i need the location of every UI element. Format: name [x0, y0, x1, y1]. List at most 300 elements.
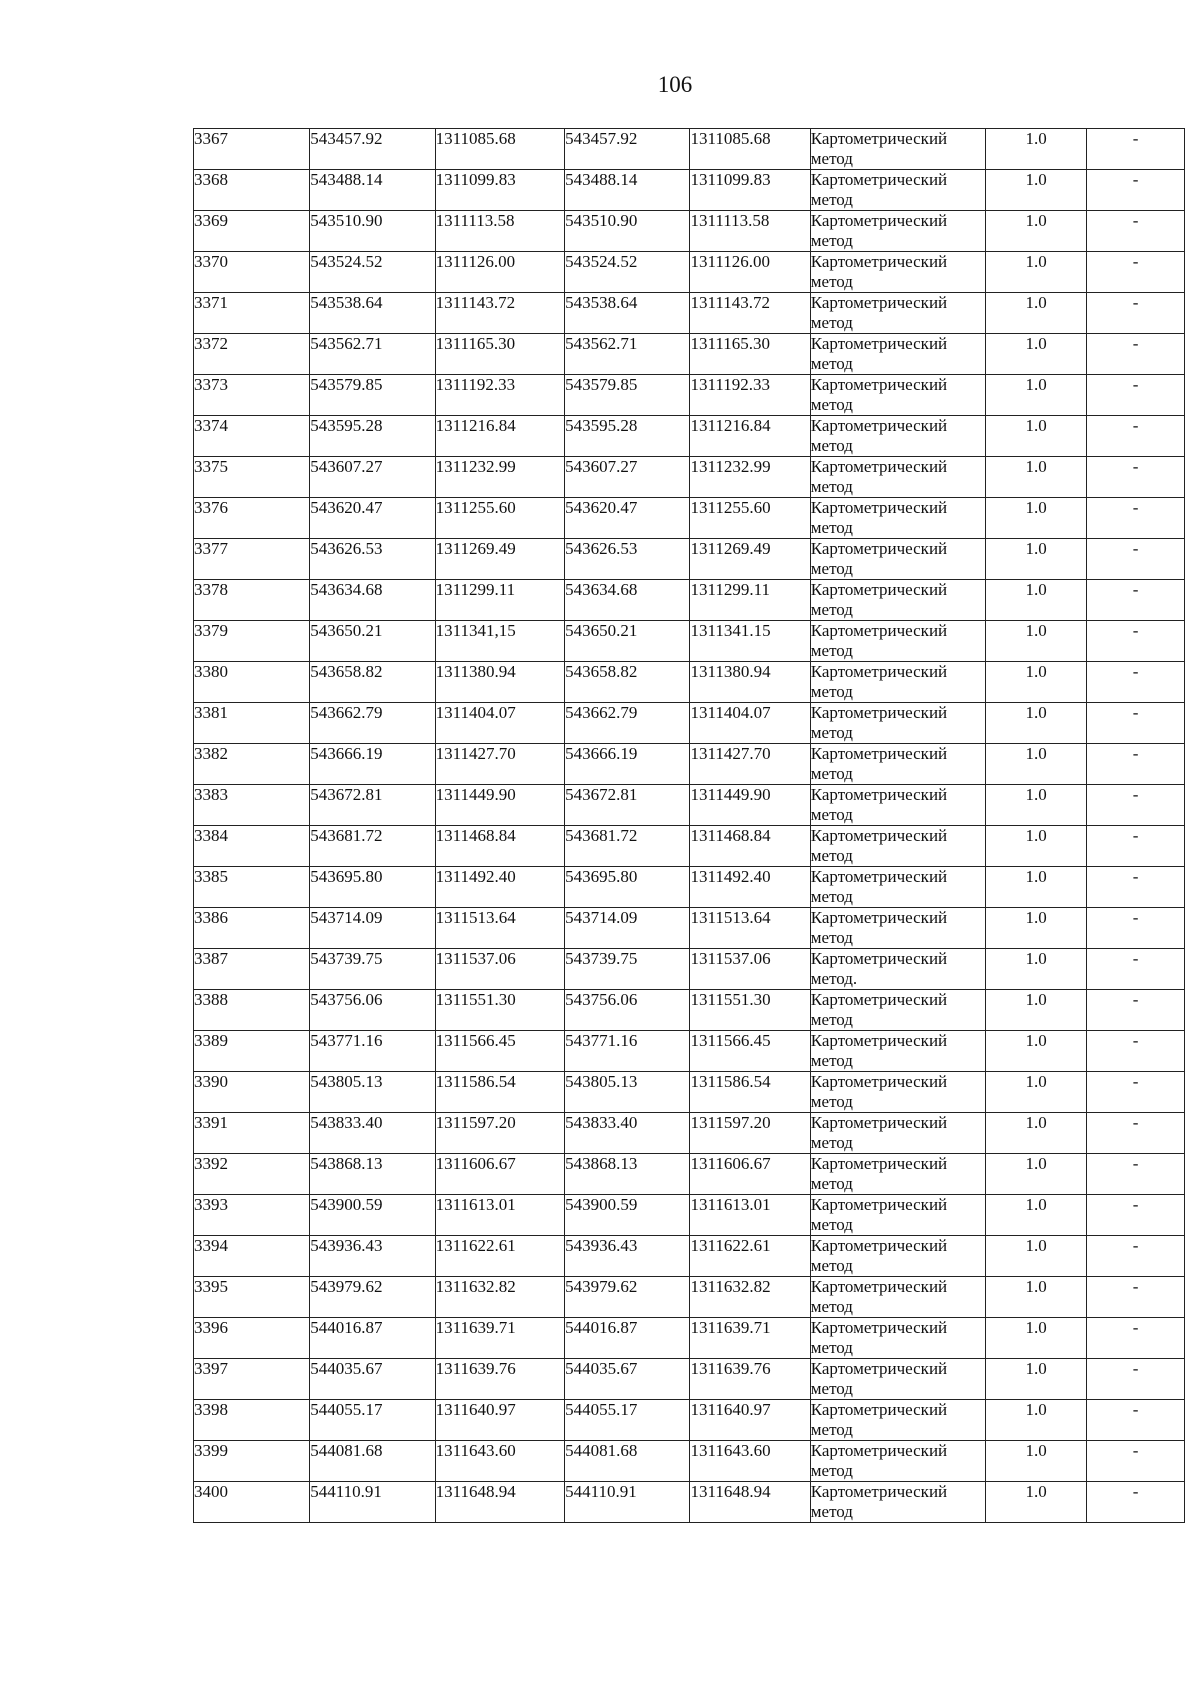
y-coordinate-cell: 1311586.54 [435, 1072, 564, 1113]
table-row [194, 170, 1185, 211]
point-number-cell: 3383 [194, 785, 310, 826]
y-coordinate-new-cell: 1311269.49 [690, 539, 810, 580]
x-coordinate-cell: 543739.75 [310, 949, 435, 990]
accuracy-cell: 1.0 [986, 252, 1087, 293]
point-number-cell: 3382 [194, 744, 310, 785]
table-row [194, 949, 1185, 990]
point-number-cell: 3398 [194, 1400, 310, 1441]
y-coordinate-cell: 1311492.40 [435, 867, 564, 908]
x-coordinate-new-cell: 543650.21 [565, 621, 690, 662]
accuracy-cell: 1.0 [986, 1277, 1087, 1318]
note-cell: - [1087, 1236, 1185, 1277]
accuracy-cell: 1.0 [986, 1400, 1087, 1441]
note-cell: - [1087, 375, 1185, 416]
point-number-cell: 3367 [194, 129, 310, 170]
note-cell: - [1087, 170, 1185, 211]
x-coordinate-new-cell: 544055.17 [565, 1400, 690, 1441]
x-coordinate-cell: 544035.67 [310, 1359, 435, 1400]
accuracy-cell: 1.0 [986, 1154, 1087, 1195]
point-number-cell: 3381 [194, 703, 310, 744]
accuracy-cell: 1.0 [986, 908, 1087, 949]
accuracy-cell: 1.0 [986, 744, 1087, 785]
x-coordinate-new-cell: 543510.90 [565, 211, 690, 252]
note-cell: - [1087, 826, 1185, 867]
x-coordinate-new-cell: 543833.40 [565, 1113, 690, 1154]
table-row [194, 293, 1185, 334]
accuracy-cell: 1.0 [986, 1113, 1087, 1154]
method-cell: Картометрический метод [810, 375, 985, 416]
y-coordinate-cell: 1311165.30 [435, 334, 564, 375]
y-coordinate-new-cell: 1311640.97 [690, 1400, 810, 1441]
y-coordinate-cell: 1311551.30 [435, 990, 564, 1031]
x-coordinate-new-cell: 543607.27 [565, 457, 690, 498]
accuracy-cell: 1.0 [986, 334, 1087, 375]
accuracy-cell: 1.0 [986, 580, 1087, 621]
point-number-cell: 3374 [194, 416, 310, 457]
table-row [194, 826, 1185, 867]
point-number-cell: 3375 [194, 457, 310, 498]
y-coordinate-cell: 1311566.45 [435, 1031, 564, 1072]
y-coordinate-new-cell: 1311632.82 [690, 1277, 810, 1318]
x-coordinate-cell: 543936.43 [310, 1236, 435, 1277]
point-number-cell: 3372 [194, 334, 310, 375]
note-cell: - [1087, 1359, 1185, 1400]
point-number-cell: 3387 [194, 949, 310, 990]
y-coordinate-new-cell: 1311492.40 [690, 867, 810, 908]
x-coordinate-new-cell: 543805.13 [565, 1072, 690, 1113]
coordinates-table [193, 128, 1185, 1523]
table-row [194, 1482, 1185, 1523]
accuracy-cell: 1.0 [986, 1482, 1087, 1523]
accuracy-cell: 1.0 [986, 826, 1087, 867]
method-cell: Картометрический метод [810, 1277, 985, 1318]
x-coordinate-new-cell: 543672.81 [565, 785, 690, 826]
y-coordinate-cell: 1311639.71 [435, 1318, 564, 1359]
coordinates-table-body [194, 129, 1185, 1523]
y-coordinate-cell: 1311099.83 [435, 170, 564, 211]
table-row [194, 1441, 1185, 1482]
x-coordinate-new-cell: 543620.47 [565, 498, 690, 539]
y-coordinate-cell: 1311449.90 [435, 785, 564, 826]
method-cell: Картометрический метод [810, 334, 985, 375]
method-cell: Картометрический метод [810, 1113, 985, 1154]
x-coordinate-cell: 543579.85 [310, 375, 435, 416]
method-cell: Картометрический метод [810, 867, 985, 908]
accuracy-cell: 1.0 [986, 949, 1087, 990]
y-coordinate-cell: 1311606.67 [435, 1154, 564, 1195]
y-coordinate-cell: 1311404.07 [435, 703, 564, 744]
method-cell: Картометрический метод [810, 498, 985, 539]
y-coordinate-new-cell: 1311232.99 [690, 457, 810, 498]
y-coordinate-new-cell: 1311551.30 [690, 990, 810, 1031]
x-coordinate-new-cell: 543562.71 [565, 334, 690, 375]
x-coordinate-cell: 543524.52 [310, 252, 435, 293]
x-coordinate-new-cell: 543658.82 [565, 662, 690, 703]
method-cell: Картометрический метод [810, 1072, 985, 1113]
y-coordinate-new-cell: 1311099.83 [690, 170, 810, 211]
point-number-cell: 3388 [194, 990, 310, 1031]
accuracy-cell: 1.0 [986, 990, 1087, 1031]
point-number-cell: 3399 [194, 1441, 310, 1482]
x-coordinate-cell: 543672.81 [310, 785, 435, 826]
x-coordinate-new-cell: 543662.79 [565, 703, 690, 744]
y-coordinate-new-cell: 1311404.07 [690, 703, 810, 744]
x-coordinate-new-cell: 543666.19 [565, 744, 690, 785]
table-row [194, 1359, 1185, 1400]
y-coordinate-cell: 1311341,15 [435, 621, 564, 662]
x-coordinate-cell: 544055.17 [310, 1400, 435, 1441]
table-row [194, 703, 1185, 744]
accuracy-cell: 1.0 [986, 1441, 1087, 1482]
x-coordinate-new-cell: 544110.91 [565, 1482, 690, 1523]
x-coordinate-cell: 543607.27 [310, 457, 435, 498]
note-cell: - [1087, 867, 1185, 908]
note-cell: - [1087, 498, 1185, 539]
point-number-cell: 3369 [194, 211, 310, 252]
y-coordinate-new-cell: 1311597.20 [690, 1113, 810, 1154]
table-row [194, 252, 1185, 293]
point-number-cell: 3368 [194, 170, 310, 211]
point-number-cell: 3386 [194, 908, 310, 949]
accuracy-cell: 1.0 [986, 170, 1087, 211]
table-row [194, 621, 1185, 662]
point-number-cell: 3384 [194, 826, 310, 867]
y-coordinate-new-cell: 1311143.72 [690, 293, 810, 334]
note-cell: - [1087, 1031, 1185, 1072]
y-coordinate-new-cell: 1311468.84 [690, 826, 810, 867]
point-number-cell: 3373 [194, 375, 310, 416]
note-cell: - [1087, 580, 1185, 621]
y-coordinate-new-cell: 1311341.15 [690, 621, 810, 662]
y-coordinate-cell: 1311269.49 [435, 539, 564, 580]
y-coordinate-new-cell: 1311165.30 [690, 334, 810, 375]
table-row [194, 908, 1185, 949]
x-coordinate-new-cell: 543868.13 [565, 1154, 690, 1195]
table-row [194, 1154, 1185, 1195]
x-coordinate-new-cell: 544016.87 [565, 1318, 690, 1359]
x-coordinate-new-cell: 543488.14 [565, 170, 690, 211]
y-coordinate-cell: 1311085.68 [435, 129, 564, 170]
note-cell: - [1087, 416, 1185, 457]
method-cell: Картометрический метод [810, 621, 985, 662]
y-coordinate-cell: 1311613.01 [435, 1195, 564, 1236]
note-cell: - [1087, 1441, 1185, 1482]
x-coordinate-cell: 543714.09 [310, 908, 435, 949]
note-cell: - [1087, 334, 1185, 375]
method-cell: Картометрический метод [810, 211, 985, 252]
y-coordinate-new-cell: 1311639.76 [690, 1359, 810, 1400]
accuracy-cell: 1.0 [986, 1195, 1087, 1236]
method-cell: Картометрический метод [810, 826, 985, 867]
table-row [194, 1318, 1185, 1359]
accuracy-cell: 1.0 [986, 457, 1087, 498]
x-coordinate-cell: 543833.40 [310, 1113, 435, 1154]
point-number-cell: 3392 [194, 1154, 310, 1195]
x-coordinate-new-cell: 544081.68 [565, 1441, 690, 1482]
method-cell: Картометрический метод [810, 170, 985, 211]
point-number-cell: 3385 [194, 867, 310, 908]
x-coordinate-new-cell: 543634.68 [565, 580, 690, 621]
x-coordinate-new-cell: 543739.75 [565, 949, 690, 990]
x-coordinate-new-cell: 543979.62 [565, 1277, 690, 1318]
table-row [194, 867, 1185, 908]
y-coordinate-cell: 1311380.94 [435, 662, 564, 703]
note-cell: - [1087, 785, 1185, 826]
table-row [194, 580, 1185, 621]
x-coordinate-cell: 544110.91 [310, 1482, 435, 1523]
y-coordinate-cell: 1311427.70 [435, 744, 564, 785]
y-coordinate-new-cell: 1311606.67 [690, 1154, 810, 1195]
y-coordinate-cell: 1311143.72 [435, 293, 564, 334]
x-coordinate-cell: 543695.80 [310, 867, 435, 908]
accuracy-cell: 1.0 [986, 1236, 1087, 1277]
x-coordinate-cell: 543805.13 [310, 1072, 435, 1113]
y-coordinate-cell: 1311299.11 [435, 580, 564, 621]
point-number-cell: 3380 [194, 662, 310, 703]
note-cell: - [1087, 703, 1185, 744]
point-number-cell: 3371 [194, 293, 310, 334]
x-coordinate-new-cell: 543714.09 [565, 908, 690, 949]
accuracy-cell: 1.0 [986, 498, 1087, 539]
note-cell: - [1087, 1195, 1185, 1236]
y-coordinate-new-cell: 1311648.94 [690, 1482, 810, 1523]
note-cell: - [1087, 457, 1185, 498]
note-cell: - [1087, 1318, 1185, 1359]
x-coordinate-cell: 543900.59 [310, 1195, 435, 1236]
point-number-cell: 3400 [194, 1482, 310, 1523]
accuracy-cell: 1.0 [986, 539, 1087, 580]
y-coordinate-new-cell: 1311566.45 [690, 1031, 810, 1072]
note-cell: - [1087, 1072, 1185, 1113]
x-coordinate-cell: 543658.82 [310, 662, 435, 703]
accuracy-cell: 1.0 [986, 1318, 1087, 1359]
table-row [194, 457, 1185, 498]
y-coordinate-new-cell: 1311113.58 [690, 211, 810, 252]
y-coordinate-cell: 1311513.64 [435, 908, 564, 949]
y-coordinate-cell: 1311643.60 [435, 1441, 564, 1482]
table-row [194, 334, 1185, 375]
y-coordinate-cell: 1311632.82 [435, 1277, 564, 1318]
point-number-cell: 3378 [194, 580, 310, 621]
y-coordinate-new-cell: 1311299.11 [690, 580, 810, 621]
y-coordinate-cell: 1311639.76 [435, 1359, 564, 1400]
y-coordinate-new-cell: 1311085.68 [690, 129, 810, 170]
x-coordinate-cell: 543488.14 [310, 170, 435, 211]
point-number-cell: 3370 [194, 252, 310, 293]
y-coordinate-new-cell: 1311126.00 [690, 252, 810, 293]
x-coordinate-cell: 543538.64 [310, 293, 435, 334]
y-coordinate-new-cell: 1311643.60 [690, 1441, 810, 1482]
y-coordinate-new-cell: 1311427.70 [690, 744, 810, 785]
x-coordinate-new-cell: 543595.28 [565, 416, 690, 457]
note-cell: - [1087, 1154, 1185, 1195]
x-coordinate-cell: 543868.13 [310, 1154, 435, 1195]
accuracy-cell: 1.0 [986, 867, 1087, 908]
y-coordinate-cell: 1311126.00 [435, 252, 564, 293]
note-cell: - [1087, 539, 1185, 580]
method-cell: Картометрический метод [810, 990, 985, 1031]
table-row [194, 990, 1185, 1031]
note-cell: - [1087, 1400, 1185, 1441]
x-coordinate-cell: 543681.72 [310, 826, 435, 867]
table-row [194, 498, 1185, 539]
x-coordinate-new-cell: 543457.92 [565, 129, 690, 170]
table-row [194, 1236, 1185, 1277]
y-coordinate-cell: 1311113.58 [435, 211, 564, 252]
x-coordinate-cell: 543634.68 [310, 580, 435, 621]
note-cell: - [1087, 990, 1185, 1031]
note-cell: - [1087, 662, 1185, 703]
table-row [194, 539, 1185, 580]
x-coordinate-cell: 543562.71 [310, 334, 435, 375]
x-coordinate-cell: 543771.16 [310, 1031, 435, 1072]
x-coordinate-cell: 543457.92 [310, 129, 435, 170]
note-cell: - [1087, 744, 1185, 785]
note-cell: - [1087, 252, 1185, 293]
method-cell: Картометрический метод [810, 1195, 985, 1236]
method-cell: Картометрический метод [810, 252, 985, 293]
x-coordinate-new-cell: 543626.53 [565, 539, 690, 580]
y-coordinate-cell: 1311622.61 [435, 1236, 564, 1277]
accuracy-cell: 1.0 [986, 416, 1087, 457]
x-coordinate-cell: 543979.62 [310, 1277, 435, 1318]
accuracy-cell: 1.0 [986, 662, 1087, 703]
x-coordinate-new-cell: 543771.16 [565, 1031, 690, 1072]
point-number-cell: 3391 [194, 1113, 310, 1154]
x-coordinate-cell: 543510.90 [310, 211, 435, 252]
y-coordinate-cell: 1311597.20 [435, 1113, 564, 1154]
method-cell: Картометрический метод [810, 1236, 985, 1277]
table-row [194, 129, 1185, 170]
point-number-cell: 3389 [194, 1031, 310, 1072]
x-coordinate-new-cell: 543579.85 [565, 375, 690, 416]
x-coordinate-cell: 544016.87 [310, 1318, 435, 1359]
accuracy-cell: 1.0 [986, 129, 1087, 170]
y-coordinate-new-cell: 1311513.64 [690, 908, 810, 949]
x-coordinate-cell: 543666.19 [310, 744, 435, 785]
method-cell: Картометрический метод [810, 129, 985, 170]
accuracy-cell: 1.0 [986, 375, 1087, 416]
y-coordinate-cell: 1311468.84 [435, 826, 564, 867]
method-cell: Картометрический метод. [810, 949, 985, 990]
method-cell: Картометрический метод [810, 1359, 985, 1400]
method-cell: Картометрический метод [810, 1482, 985, 1523]
note-cell: - [1087, 211, 1185, 252]
y-coordinate-cell: 1311216.84 [435, 416, 564, 457]
x-coordinate-cell: 544081.68 [310, 1441, 435, 1482]
y-coordinate-cell: 1311537.06 [435, 949, 564, 990]
point-number-cell: 3395 [194, 1277, 310, 1318]
note-cell: - [1087, 621, 1185, 662]
table-row [194, 211, 1185, 252]
table-row [194, 1072, 1185, 1113]
method-cell: Картометрический метод [810, 1441, 985, 1482]
table-row [194, 375, 1185, 416]
note-cell: - [1087, 1482, 1185, 1523]
y-coordinate-cell: 1311648.94 [435, 1482, 564, 1523]
y-coordinate-new-cell: 1311613.01 [690, 1195, 810, 1236]
method-cell: Картометрический метод [810, 457, 985, 498]
point-number-cell: 3394 [194, 1236, 310, 1277]
page-number: 106 [657, 72, 693, 97]
method-cell: Картометрический метод [810, 785, 985, 826]
x-coordinate-new-cell: 543524.52 [565, 252, 690, 293]
method-cell: Картометрический метод [810, 539, 985, 580]
x-coordinate-cell: 543595.28 [310, 416, 435, 457]
x-coordinate-new-cell: 544035.67 [565, 1359, 690, 1400]
note-cell: - [1087, 293, 1185, 334]
table-row [194, 744, 1185, 785]
x-coordinate-cell: 543650.21 [310, 621, 435, 662]
table-row [194, 1277, 1185, 1318]
table-row [194, 662, 1185, 703]
y-coordinate-new-cell: 1311622.61 [690, 1236, 810, 1277]
method-cell: Картометрический метод [810, 416, 985, 457]
accuracy-cell: 1.0 [986, 621, 1087, 662]
method-cell: Картометрический метод [810, 1318, 985, 1359]
x-coordinate-cell: 543620.47 [310, 498, 435, 539]
point-number-cell: 3377 [194, 539, 310, 580]
method-cell: Картометрический метод [810, 293, 985, 334]
accuracy-cell: 1.0 [986, 293, 1087, 334]
note-cell: - [1087, 908, 1185, 949]
y-coordinate-cell: 1311640.97 [435, 1400, 564, 1441]
y-coordinate-new-cell: 1311380.94 [690, 662, 810, 703]
x-coordinate-new-cell: 543936.43 [565, 1236, 690, 1277]
table-row [194, 1113, 1185, 1154]
y-coordinate-cell: 1311255.60 [435, 498, 564, 539]
point-number-cell: 3376 [194, 498, 310, 539]
table-row [194, 416, 1185, 457]
x-coordinate-cell: 543662.79 [310, 703, 435, 744]
x-coordinate-new-cell: 543695.80 [565, 867, 690, 908]
accuracy-cell: 1.0 [986, 211, 1087, 252]
point-number-cell: 3390 [194, 1072, 310, 1113]
x-coordinate-new-cell: 543756.06 [565, 990, 690, 1031]
y-coordinate-new-cell: 1311449.90 [690, 785, 810, 826]
method-cell: Картометрический метод [810, 703, 985, 744]
accuracy-cell: 1.0 [986, 785, 1087, 826]
table-row [194, 785, 1185, 826]
note-cell: - [1087, 129, 1185, 170]
x-coordinate-new-cell: 543900.59 [565, 1195, 690, 1236]
point-number-cell: 3393 [194, 1195, 310, 1236]
note-cell: - [1087, 1113, 1185, 1154]
point-number-cell: 3397 [194, 1359, 310, 1400]
accuracy-cell: 1.0 [986, 1072, 1087, 1113]
note-cell: - [1087, 949, 1185, 990]
accuracy-cell: 1.0 [986, 1031, 1087, 1072]
y-coordinate-new-cell: 1311639.71 [690, 1318, 810, 1359]
table-row [194, 1031, 1185, 1072]
note-cell: - [1087, 1277, 1185, 1318]
y-coordinate-new-cell: 1311192.33 [690, 375, 810, 416]
method-cell: Картометрический метод [810, 1400, 985, 1441]
accuracy-cell: 1.0 [986, 1359, 1087, 1400]
method-cell: Картометрический метод [810, 1154, 985, 1195]
table-row [194, 1400, 1185, 1441]
method-cell: Картометрический метод [810, 580, 985, 621]
x-coordinate-new-cell: 543538.64 [565, 293, 690, 334]
y-coordinate-new-cell: 1311216.84 [690, 416, 810, 457]
table-row [194, 1195, 1185, 1236]
method-cell: Картометрический метод [810, 662, 985, 703]
x-coordinate-new-cell: 543681.72 [565, 826, 690, 867]
y-coordinate-cell: 1311232.99 [435, 457, 564, 498]
y-coordinate-new-cell: 1311586.54 [690, 1072, 810, 1113]
method-cell: Картометрический метод [810, 1031, 985, 1072]
y-coordinate-new-cell: 1311537.06 [690, 949, 810, 990]
